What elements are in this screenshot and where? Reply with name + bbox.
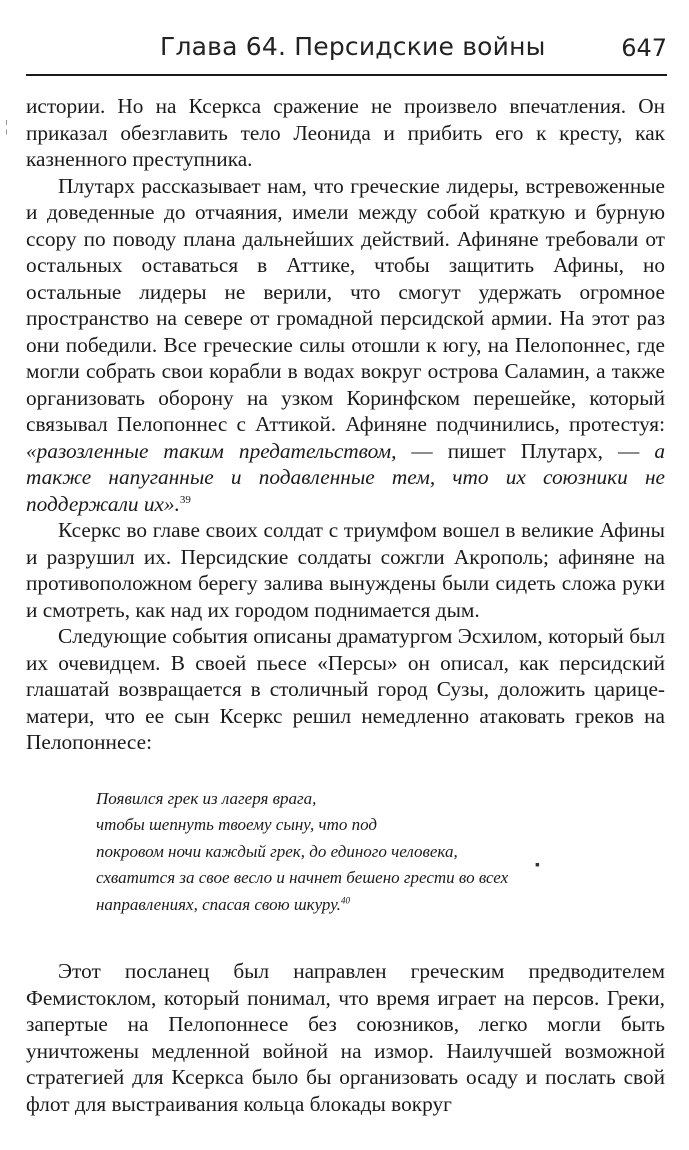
footnote-marker-40: 40 xyxy=(340,894,350,905)
body-text xyxy=(26,93,665,1117)
paragraph-4: Следующие события описаны драматургом Эсхилом, который был их очевидцем. В своей пьесе «Персы» он описал, как персидский глашатай возвращается в столичный город Сузы, доложить царице-матери, что ее сын Ксеркс решил немедленно атаковать греков на Пелопоннесе: xyxy=(26,624,665,754)
plutarch-quote-part-1: «разозленные таким предательством, xyxy=(26,438,397,463)
paragraph-3: Ксеркс во главе своих солдат с триумфом вошел в великие Афины и разрушил их. Персидские солдаты сожгли Акрополь; афиняне на противоположном берегу залива вынуждены были сидеть сложа руки и смотреть, как над их городом поднимается дым. xyxy=(26,518,665,622)
poem-line-3: покровом ночи каждый грек, до единого человека, xyxy=(96,841,458,861)
plutarch-quote-part-2: а также напуганные и подавленные тем, что их союзники не поддержали их». xyxy=(26,438,665,516)
page-header xyxy=(26,28,667,76)
footnote-marker-39: 39 xyxy=(179,493,191,506)
paragraph-2-text: Плутарх рассказывает нам, что греческие лидеры, встревоженные и доведенные до отчаяния, имели между собой краткую и бурную ссору по поводу плана дальнейших действий. Афиняне требовали от остальных оставаться в Аттике, чтобы защитить Афины, но остальные лидеры не верили, что смогут удержать огромное пространство на севере от громадной персидской армии. На этот раз они победили. Все греческие силы отошли к югу, на Пелопоннес, где могли собрать свои корабли в водах вокруг острова Саламин, а также организовать оборону на узком Коринфском перешейке, который связывал Пелопоннес с Аттикой. Афиняне подчинились, протестуя: xyxy=(26,173,665,436)
paragraph-2 xyxy=(26,173,665,518)
poem-line-1: Появился грек из лагеря врага, xyxy=(96,788,317,808)
margin-mark: ¦ xyxy=(5,118,9,135)
paragraph-2-attribution: — пишет Плутарх, — xyxy=(396,438,655,463)
poem-line-5-text: направлениях, спасая свою шкуру. xyxy=(96,894,341,914)
paragraph-5: Этот посланец был направлен греческим предводителем Фемистоклом, который понимал, что время играет на персов. Греки, запертые на Пелопоннесе без союзников, легко могли быть уничтожены медленной войной на измор. Наилучшей возможной стратегией для Ксеркса было бы организовать осаду и послать свой флот для выстраивания кольца блокады вокруг xyxy=(26,959,665,1116)
poem-line-2: чтобы шепнуть твоему сыну, что под xyxy=(96,815,377,834)
page-number: 647 xyxy=(621,34,667,62)
poem-quote xyxy=(96,786,665,919)
poem-line-4: схватится за свое весло и начнет бешено грести во всех xyxy=(96,868,509,887)
poem-line-5 xyxy=(96,892,665,919)
paragraph-1: истории. Но на Ксеркса сражение не произвело впечатления. Он приказал обезглавить тело Леонида и прибить его к кресту, как казненного преступника. xyxy=(26,94,665,171)
chapter-title: Глава 64. Персидские войны xyxy=(160,32,546,61)
print-speck: ▪ xyxy=(535,858,540,873)
